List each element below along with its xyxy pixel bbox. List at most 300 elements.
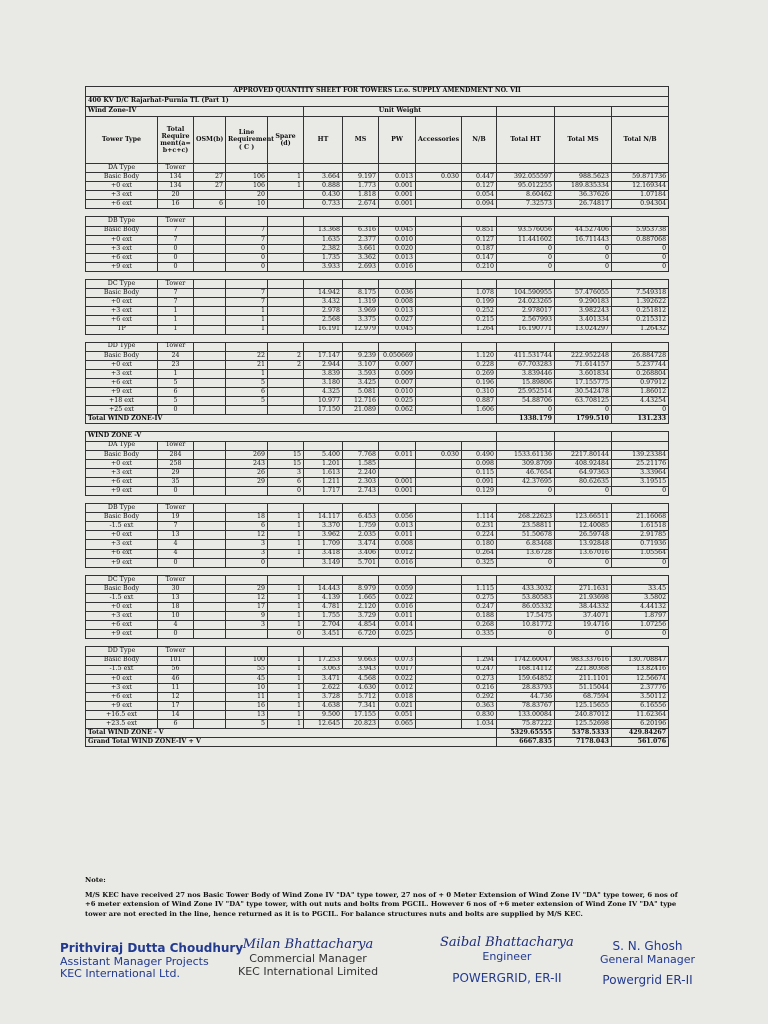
cell	[194, 397, 226, 406]
cell	[416, 191, 462, 200]
cell: 5.701	[343, 558, 379, 567]
cell: 0.851	[462, 226, 497, 235]
cell: 0	[497, 406, 555, 415]
cell	[416, 647, 462, 656]
cell: 1	[268, 665, 304, 674]
cell: 130.708847	[612, 656, 669, 665]
row-label	[86, 209, 158, 217]
cell	[194, 164, 226, 173]
cell: 3.401334	[555, 316, 612, 325]
cell	[268, 262, 304, 271]
cell: 14.117	[304, 513, 343, 522]
cell: 56	[158, 665, 194, 674]
cell: 0.045	[379, 325, 416, 334]
cell	[497, 567, 555, 575]
cell: 44.527406	[555, 226, 612, 235]
cell: 5378.5333	[555, 729, 612, 738]
cell: 5	[226, 720, 268, 729]
cell	[343, 164, 379, 173]
cell	[343, 567, 379, 575]
cell	[462, 280, 497, 289]
cell	[612, 575, 669, 584]
cell	[416, 334, 462, 342]
cell: 13	[226, 711, 268, 720]
cell	[416, 342, 462, 351]
cell	[304, 164, 343, 173]
row-label: +6 ext	[86, 692, 158, 701]
cell: 8.175	[343, 289, 379, 298]
cell	[555, 639, 612, 647]
cell	[612, 342, 669, 351]
cell: 0.011	[379, 612, 416, 621]
cell: 1.07184	[612, 191, 669, 200]
cell	[226, 504, 268, 513]
cell: 0.247	[462, 665, 497, 674]
cell: 1.665	[343, 593, 379, 602]
cell	[555, 567, 612, 575]
cell: 11.62364	[612, 711, 669, 720]
table-row	[86, 612, 669, 621]
cell: 16.711443	[555, 235, 612, 244]
unit-weight-label: Unit Weight	[304, 107, 497, 117]
cell	[612, 164, 669, 173]
cell	[612, 639, 669, 647]
cell	[462, 209, 497, 217]
cell	[194, 720, 226, 729]
cell: 0.888	[304, 182, 343, 191]
row-label	[86, 272, 158, 280]
cell: 3.729	[343, 612, 379, 621]
cell: 1.773	[343, 182, 379, 191]
cell: 15.89806	[497, 378, 555, 387]
cell: 0	[612, 244, 669, 253]
cell: 1	[268, 674, 304, 683]
cell	[194, 388, 226, 397]
cell	[268, 280, 304, 289]
row-label: +3 ext	[86, 191, 158, 200]
cell: 0.022	[379, 593, 416, 602]
row-label: +6 ext	[86, 200, 158, 209]
cell: 0.012	[379, 549, 416, 558]
cell: 0.887	[462, 397, 497, 406]
cell: 16	[226, 701, 268, 710]
cell	[194, 351, 226, 360]
cell: 3.063	[304, 665, 343, 674]
cell: 0.062	[379, 406, 416, 415]
cell: 2.120	[343, 603, 379, 612]
col-line-req: Line Requirement ( C )	[226, 117, 268, 164]
table-row	[86, 674, 669, 683]
cell	[268, 272, 304, 280]
cell: 6.83468	[497, 540, 555, 549]
cell	[416, 496, 462, 504]
cell: 0.094	[462, 200, 497, 209]
cell: 0.007	[379, 360, 416, 369]
cell	[416, 656, 462, 665]
cell: 1	[268, 720, 304, 729]
cell: 159.64852	[497, 674, 555, 683]
cell	[379, 424, 416, 432]
table-row	[86, 289, 669, 298]
cell: 0.051	[379, 711, 416, 720]
row-label: DA Type	[86, 164, 158, 173]
cell: 0	[497, 558, 555, 567]
cell: 0.025	[379, 630, 416, 639]
cell: 1.86012	[612, 388, 669, 397]
cell	[304, 342, 343, 351]
row-label: +18 ext	[86, 397, 158, 406]
row-label: +3 ext	[86, 540, 158, 549]
cell: 1	[268, 711, 304, 720]
cell	[497, 441, 555, 450]
spacer-row	[86, 334, 669, 342]
cell: 134	[158, 173, 194, 182]
spacer-row	[86, 424, 669, 432]
cell: 309.8709	[497, 459, 555, 468]
row-label: +9 ext	[86, 262, 158, 271]
cell: 6	[158, 720, 194, 729]
cell	[226, 280, 268, 289]
cell: 0.97912	[612, 378, 669, 387]
cell: 9	[226, 612, 268, 621]
cell	[226, 487, 268, 496]
cell: 46.7654	[497, 468, 555, 477]
cell: 4	[158, 540, 194, 549]
row-label: -1.5 ext	[86, 665, 158, 674]
cell	[343, 272, 379, 280]
row-label: +6 ext	[86, 549, 158, 558]
cell: 0.247	[462, 603, 497, 612]
cell: 3	[226, 549, 268, 558]
cell: 8.979	[343, 584, 379, 593]
cell	[194, 656, 226, 665]
cell	[416, 630, 462, 639]
row-label: Grand Total WIND ZONE-IV + V	[86, 738, 497, 747]
cell	[462, 639, 497, 647]
cell: 2.567993	[497, 316, 555, 325]
cell	[194, 217, 226, 226]
cell: 20.823	[343, 720, 379, 729]
row-label: +9 ext	[86, 487, 158, 496]
cell	[226, 647, 268, 656]
cell: 12	[226, 593, 268, 602]
cell: 4.139	[304, 593, 343, 602]
cell: 1.759	[343, 522, 379, 531]
cell	[416, 477, 462, 486]
cell: 2.382	[304, 244, 343, 253]
cell: 7.768	[343, 450, 379, 459]
cell	[194, 378, 226, 387]
cell	[194, 540, 226, 549]
cell: 3.33964	[612, 468, 669, 477]
cell	[158, 496, 194, 504]
cell	[194, 209, 226, 217]
cell: 1.211	[304, 477, 343, 486]
cell: 3.362	[343, 253, 379, 262]
cell	[158, 209, 194, 217]
cell	[555, 496, 612, 504]
cell: 5	[226, 397, 268, 406]
cell	[268, 209, 304, 217]
cell: 51.50678	[497, 531, 555, 540]
cell: 408.92484	[555, 459, 612, 468]
cell	[194, 468, 226, 477]
cell	[462, 496, 497, 504]
cell: 0.264	[462, 549, 497, 558]
cell	[158, 424, 194, 432]
cell	[416, 584, 462, 593]
cell	[268, 378, 304, 387]
cell: 44.736	[497, 692, 555, 701]
cell: 0.008	[379, 540, 416, 549]
cell	[158, 334, 194, 342]
cell: 33.45	[612, 584, 669, 593]
cell	[379, 217, 416, 226]
cell: 1.735	[304, 253, 343, 262]
cell	[612, 424, 669, 432]
cell	[462, 424, 497, 432]
table-row	[86, 182, 669, 191]
cell	[497, 432, 555, 441]
cell: 4.781	[304, 603, 343, 612]
cell: 0	[497, 487, 555, 496]
table-row	[86, 558, 669, 567]
row-label: +0 ext	[86, 459, 158, 468]
signature-right-1	[440, 936, 574, 985]
cell: 7	[226, 289, 268, 298]
cell: 1.635	[304, 235, 343, 244]
cell	[226, 342, 268, 351]
cell	[497, 639, 555, 647]
cell: 21.16068	[612, 513, 669, 522]
cell: 0	[612, 262, 669, 271]
cell: 0.054	[462, 191, 497, 200]
cell: 1.201	[304, 459, 343, 468]
cell: 29	[226, 584, 268, 593]
cell: 0.490	[462, 450, 497, 459]
sig-right2-title: General Manager	[600, 952, 696, 966]
cell	[416, 459, 462, 468]
cell	[343, 334, 379, 342]
cell: 133.00084	[497, 711, 555, 720]
total-row	[86, 415, 669, 424]
cell: 433.3032	[497, 584, 555, 593]
cell	[612, 334, 669, 342]
cell: 1.755	[304, 612, 343, 621]
cell	[555, 504, 612, 513]
row-label: Basic Body	[86, 226, 158, 235]
cell	[416, 701, 462, 710]
cell: 12	[158, 692, 194, 701]
cell	[612, 272, 669, 280]
cell	[343, 280, 379, 289]
cell: 0.022	[379, 674, 416, 683]
cell: 392.055597	[497, 173, 555, 182]
cell	[416, 164, 462, 173]
cell	[416, 262, 462, 271]
cell: 0	[555, 253, 612, 262]
cell: 2.704	[304, 621, 343, 630]
cell: 17.155775	[555, 378, 612, 387]
cell: 3.943	[343, 665, 379, 674]
table-row	[86, 262, 669, 271]
cell: 0.94304	[612, 200, 669, 209]
cell	[462, 334, 497, 342]
cell	[462, 567, 497, 575]
cell: 1	[268, 584, 304, 593]
cell	[379, 334, 416, 342]
cell: 10	[158, 612, 194, 621]
cell: 17.147	[304, 351, 343, 360]
cell	[194, 522, 226, 531]
cell: 23	[158, 360, 194, 369]
cell: 0.020	[379, 244, 416, 253]
quantity-table	[85, 86, 669, 747]
cell: 1	[268, 692, 304, 701]
cell: 19	[158, 513, 194, 522]
cell: 3.375	[343, 316, 379, 325]
cell: 0.430	[304, 191, 343, 200]
table-row	[86, 711, 669, 720]
cell: 28.83793	[497, 683, 555, 692]
cell: 25.21176	[612, 459, 669, 468]
cell	[226, 164, 268, 173]
cell: 11	[226, 692, 268, 701]
cell: 3.962	[304, 531, 343, 540]
note-text: M/S KEC have received 27 nos Basic Tower Body of Wind Zone IV "DA" type tower, 27 nos of + 0 Meter Extension of Wind Zone IV "DA" type tower, 6 nos of +6 meter extension of Wind Zone IV "DA" type tower, with out nuts and bolts from PGCIL. However 6 nos of +6 meter extension of Wind Zone IV "DA" type tower are not erected in the line, hence returned as it is to PGCIL. For balance structures nuts and bolts are supplied by M/S KEC.	[85, 891, 678, 918]
cell: 6.16556	[612, 701, 669, 710]
cell	[194, 316, 226, 325]
cell: 35	[158, 477, 194, 486]
cell: 2217.80144	[555, 450, 612, 459]
cell: 9.290183	[555, 298, 612, 307]
cell	[194, 262, 226, 271]
cell: 3.661	[343, 244, 379, 253]
row-label: Basic Body	[86, 656, 158, 665]
cell: 7	[226, 226, 268, 235]
cell	[416, 593, 462, 602]
cell: 1.717	[304, 487, 343, 496]
cell	[462, 504, 497, 513]
cell	[194, 674, 226, 683]
cell	[194, 549, 226, 558]
cell: 1	[268, 522, 304, 531]
table-row	[86, 244, 669, 253]
cell: 20	[226, 191, 268, 200]
cell: 3.664	[304, 173, 343, 182]
row-label: +23.5 ext	[86, 720, 158, 729]
cell	[416, 468, 462, 477]
zone-row	[86, 432, 669, 441]
row-label: +3 ext	[86, 468, 158, 477]
cell	[555, 217, 612, 226]
cell: 0.027	[379, 316, 416, 325]
cell: 42.37695	[497, 477, 555, 486]
cell: 0.268	[462, 621, 497, 630]
cell: 4	[158, 621, 194, 630]
cell	[497, 334, 555, 342]
cell	[304, 217, 343, 226]
cell: 1	[268, 173, 304, 182]
cell	[194, 369, 226, 378]
cell: 20	[158, 191, 194, 200]
cell: 3.451	[304, 630, 343, 639]
cell: Tower	[158, 647, 194, 656]
cell	[226, 272, 268, 280]
cell	[416, 316, 462, 325]
cell	[416, 351, 462, 360]
cell	[497, 496, 555, 504]
cell: 0.091	[462, 477, 497, 486]
cell: 0.036	[379, 289, 416, 298]
cell: 0.016	[379, 262, 416, 271]
cell: 1	[268, 683, 304, 692]
cell	[268, 164, 304, 173]
cell	[268, 441, 304, 450]
cell	[416, 397, 462, 406]
cell: 0.447	[462, 173, 497, 182]
cell: 0	[158, 487, 194, 496]
cell: 1	[268, 593, 304, 602]
cell: 0	[226, 262, 268, 271]
cell: 21.089	[343, 406, 379, 415]
cell: 2.978	[304, 307, 343, 316]
row-label: Total WIND ZONE-IV	[86, 415, 497, 424]
cell: 1	[158, 316, 194, 325]
cell: 0.012	[379, 683, 416, 692]
cell: 1	[226, 369, 268, 378]
cell: 9.663	[343, 656, 379, 665]
cell	[416, 200, 462, 209]
cell	[379, 468, 416, 477]
cell: 0	[268, 630, 304, 639]
cell: 0	[612, 487, 669, 496]
table-row	[86, 307, 669, 316]
cell	[416, 244, 462, 253]
spacer-row	[86, 496, 669, 504]
cell: 2.035	[343, 531, 379, 540]
table-row	[86, 397, 669, 406]
table-row	[86, 531, 669, 540]
cell	[194, 567, 226, 575]
cell: 71.614157	[555, 360, 612, 369]
cell	[194, 424, 226, 432]
table-row	[86, 298, 669, 307]
cell	[462, 272, 497, 280]
cell	[194, 575, 226, 584]
cell: 106	[226, 182, 268, 191]
cell	[226, 496, 268, 504]
cell: 1	[158, 369, 194, 378]
cell	[194, 235, 226, 244]
cell	[416, 272, 462, 280]
cell: 9.500	[304, 711, 343, 720]
cell: 6.20196	[612, 720, 669, 729]
cell: 1	[268, 701, 304, 710]
cell: 0.251812	[612, 307, 669, 316]
cell: 0	[497, 262, 555, 271]
table-row	[86, 406, 669, 415]
cell	[379, 342, 416, 351]
table-row	[86, 226, 669, 235]
cell	[379, 280, 416, 289]
cell: 0.013	[379, 307, 416, 316]
row-label: +6 ext	[86, 316, 158, 325]
cell: 0	[268, 487, 304, 496]
cell	[268, 217, 304, 226]
table-row	[86, 191, 669, 200]
cell: 0.129	[462, 487, 497, 496]
